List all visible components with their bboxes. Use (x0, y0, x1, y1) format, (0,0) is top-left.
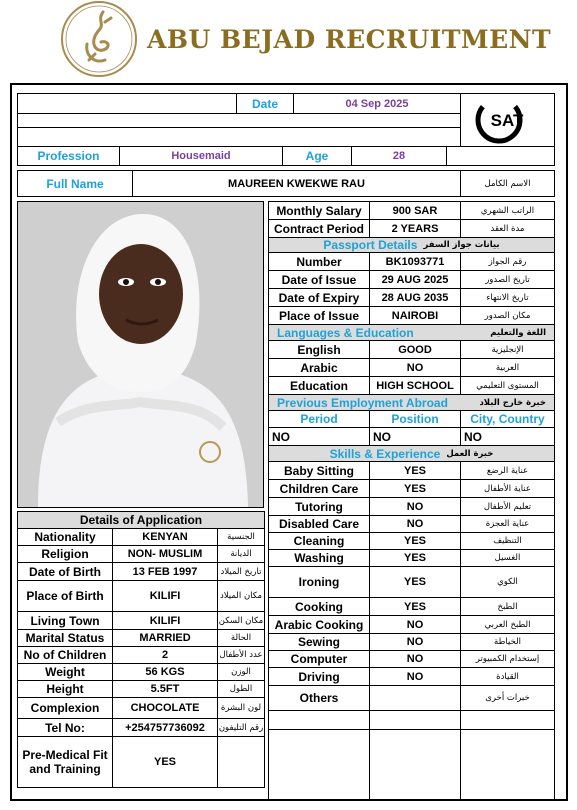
fullname-ar: الاسم الكامل (460, 170, 555, 197)
employment-title-ar: خبرة خارج البلاد (479, 397, 546, 408)
languages.rows-value: HIGH SCHOOL (369, 376, 461, 395)
application-label: Complexion (17, 697, 113, 719)
sat-logo (460, 93, 555, 147)
company-logo (59, 0, 139, 78)
skills.rows-label: Children Care (268, 479, 370, 498)
skills.rows-label: Cooking (268, 597, 370, 616)
application-label: Pre-Medical Fit and Training (17, 736, 113, 788)
skills.rows-ar: الكوي (460, 566, 555, 598)
application-label: Tel No: (17, 718, 113, 737)
passport.rows-ar: رقم الجواز (460, 252, 555, 271)
skills.rows-ar: خبرات أخرى (460, 685, 555, 711)
application-value: CHOCOLATE (112, 697, 218, 719)
company-name: ABU BEJAD RECRUITMENT (147, 25, 552, 54)
blank-skill-row (460, 710, 555, 730)
application-value: 5.5FT (112, 680, 218, 698)
skills.rows-ar: عناية الرضع (460, 461, 555, 480)
age-value: 28 (351, 146, 447, 166)
application-label: Height (17, 680, 113, 698)
skills.rows-value: NO (369, 497, 461, 516)
blank-field-4 (446, 146, 555, 166)
candidate-photo (17, 201, 264, 508)
blank-skill-row (268, 729, 370, 800)
profession-label: Profession (17, 146, 120, 166)
passport.rows-value: NAIROBI (369, 306, 461, 325)
employment-position: NO (369, 427, 461, 446)
application-ar (217, 736, 265, 788)
application-ar: الطول (217, 680, 265, 698)
application-ar: الوزن (217, 663, 265, 681)
languages.rows-value: NO (369, 358, 461, 377)
section-header-employment (268, 394, 555, 411)
languages.rows-label: Arabic (268, 358, 370, 377)
passport.rows-ar: تاريخ الانتهاء (460, 288, 555, 307)
contract-label: Monthly Salary (268, 201, 370, 220)
application-value: YES (112, 736, 218, 788)
skills.rows-ar: الخياطة (460, 633, 555, 651)
languages.rows-ar: الإنجليزية (460, 340, 555, 359)
skills.rows-ar: الطبخ (460, 597, 555, 616)
passport-title: Passport Details (323, 238, 418, 252)
blank-skill-row (369, 710, 461, 730)
skills.rows-label: Tutoring (268, 497, 370, 516)
application-value: 2 (112, 646, 218, 664)
section-header-skills (268, 445, 555, 462)
blank-skill-row (460, 729, 555, 800)
application-label: Place of Birth (17, 580, 113, 612)
application-value: KENYAN (112, 528, 218, 546)
skills.rows-label: Computer (268, 650, 370, 668)
skills.rows-label: Disabled Care (268, 515, 370, 533)
date-label: Date (236, 93, 294, 114)
passport.rows-label: Place of Issue (268, 306, 370, 325)
application-value: 56 KGS (112, 663, 218, 681)
skills.rows-value: NO (369, 515, 461, 533)
application-ar: الديانة (217, 545, 265, 563)
application-ar: مكان الميلاد (217, 580, 265, 612)
employment-col-position: Position (369, 410, 461, 428)
application-label: No of Children (17, 646, 113, 664)
sat-logo-text: SAT (490, 111, 523, 130)
application-value: NON- MUSLIM (112, 545, 218, 563)
application-value: +254757736092 (112, 718, 218, 737)
date-value: 04 Sep 2025 (293, 93, 461, 114)
languages.rows-label: Education (268, 376, 370, 395)
skills.rows-value: NO (369, 650, 461, 668)
passport.rows-ar: مكان الصدور (460, 306, 555, 325)
application-value: 13 FEB 1997 (112, 562, 218, 581)
skills.rows-value: YES (369, 566, 461, 598)
application-ar: الحالة (217, 629, 265, 647)
skills.rows-value: YES (369, 532, 461, 550)
skills.rows-value (369, 685, 461, 711)
application-ar: مكان السكن (217, 611, 265, 630)
employment-title: Previous Employment Abroad (277, 395, 448, 410)
blank-skill-row (268, 710, 370, 730)
application-ar: رقم التليفون (217, 718, 265, 737)
sat-logo-icon (473, 95, 543, 145)
application-label: Living Town (17, 611, 113, 630)
languages-title-ar: اللغة والتعليم (490, 327, 546, 338)
skills.rows-ar: القيادة (460, 667, 555, 686)
application-value: KILIFI (112, 580, 218, 612)
skills.rows-label: Cleaning (268, 532, 370, 550)
skills.rows-ar: التنظيف (460, 532, 555, 550)
skills.rows-label: Arabic Cooking (268, 615, 370, 634)
application-ar: تاريخ الميلاد (217, 562, 265, 581)
skills.rows-label: Baby Sitting (268, 461, 370, 480)
blank-skill-row (369, 729, 461, 800)
skills.rows-ar: الطبخ العربي (460, 615, 555, 634)
employment-city: NO (460, 427, 555, 446)
skills.rows-value: NO (369, 667, 461, 686)
contract-value: 900 SAR (369, 201, 461, 220)
application-ar: الجنسية (217, 528, 265, 546)
contract-ar: مدة العقد (460, 219, 555, 238)
skills.rows-label: Sewing (268, 633, 370, 651)
application-label: Weight (17, 663, 113, 681)
skills-title: Skills & Experience (329, 446, 441, 461)
fullname-value: MAUREEN KWEKWE RAU (132, 170, 461, 197)
skills.rows-label: Driving (268, 667, 370, 686)
application-ar: عدد الأطفال (217, 646, 265, 664)
skills.rows-value: NO (369, 633, 461, 651)
skills.rows-ar: عناية العجزة (460, 515, 555, 533)
application-label: Nationality (17, 528, 113, 546)
languages.rows-ar: العربية (460, 358, 555, 377)
skills.rows-value: YES (369, 479, 461, 498)
age-label: Age (282, 146, 352, 166)
skills.rows-value: NO (369, 615, 461, 634)
skills.rows-value: YES (369, 461, 461, 480)
passport.rows-label: Number (268, 252, 370, 271)
profession-value: Housemaid (119, 146, 283, 166)
skills.rows-ar: عناية الأطفال (460, 479, 555, 498)
languages.rows-value: GOOD (369, 340, 461, 359)
application-label: Marital Status (17, 629, 113, 647)
employment-col-city: City, Country (460, 410, 555, 428)
passport.rows-label: Date of Expiry (268, 288, 370, 307)
passport-title-ar: بيانات جواز السفر (423, 240, 500, 250)
contract-value: 2 YEARS (369, 219, 461, 238)
languages-title: Languages & Education (277, 325, 414, 340)
passport.rows-label: Date of Issue (268, 270, 370, 289)
blank-field-3 (17, 127, 461, 147)
skills-title-ar: خبرة العمل (446, 448, 494, 459)
application-label: Date of Birth (17, 562, 113, 581)
application-header: Details of Application (17, 511, 265, 529)
section-header-languages (268, 324, 555, 341)
blank-field-2 (17, 113, 461, 128)
skills.rows-value: YES (369, 549, 461, 567)
skills.rows-ar: إستخدام الكمبيوتر (460, 650, 555, 668)
application-value: MARRIED (112, 629, 218, 647)
contract-label: Contract Period (268, 219, 370, 238)
skills.rows-ar: الغسيل (460, 549, 555, 567)
application-ar: لون البشرة (217, 697, 265, 719)
blank-field-1 (17, 93, 237, 114)
employment-col-period: Period (268, 410, 370, 428)
contract-ar: الراتب الشهري (460, 201, 555, 220)
fullname-label: Full Name (17, 170, 133, 197)
skills.rows-value: YES (369, 597, 461, 616)
employment-period: NO (268, 427, 370, 446)
application-label: Religion (17, 545, 113, 563)
passport.rows-ar: تاريخ الصدور (460, 270, 555, 289)
application-value: KILIFI (112, 611, 218, 630)
section-header-passport (268, 237, 555, 253)
passport.rows-value: 29 AUG 2025 (369, 270, 461, 289)
skills.rows-label: Washing (268, 549, 370, 567)
skills.rows-label: Others (268, 685, 370, 711)
languages.rows-label: English (268, 340, 370, 359)
skills.rows-ar: تعليم الأطفال (460, 497, 555, 516)
passport.rows-value: 28 AUG 2035 (369, 288, 461, 307)
skills.rows-label: Ironing (268, 566, 370, 598)
languages.rows-ar: المستوى التعليمي (460, 376, 555, 395)
passport.rows-value: BK1093771 (369, 252, 461, 271)
